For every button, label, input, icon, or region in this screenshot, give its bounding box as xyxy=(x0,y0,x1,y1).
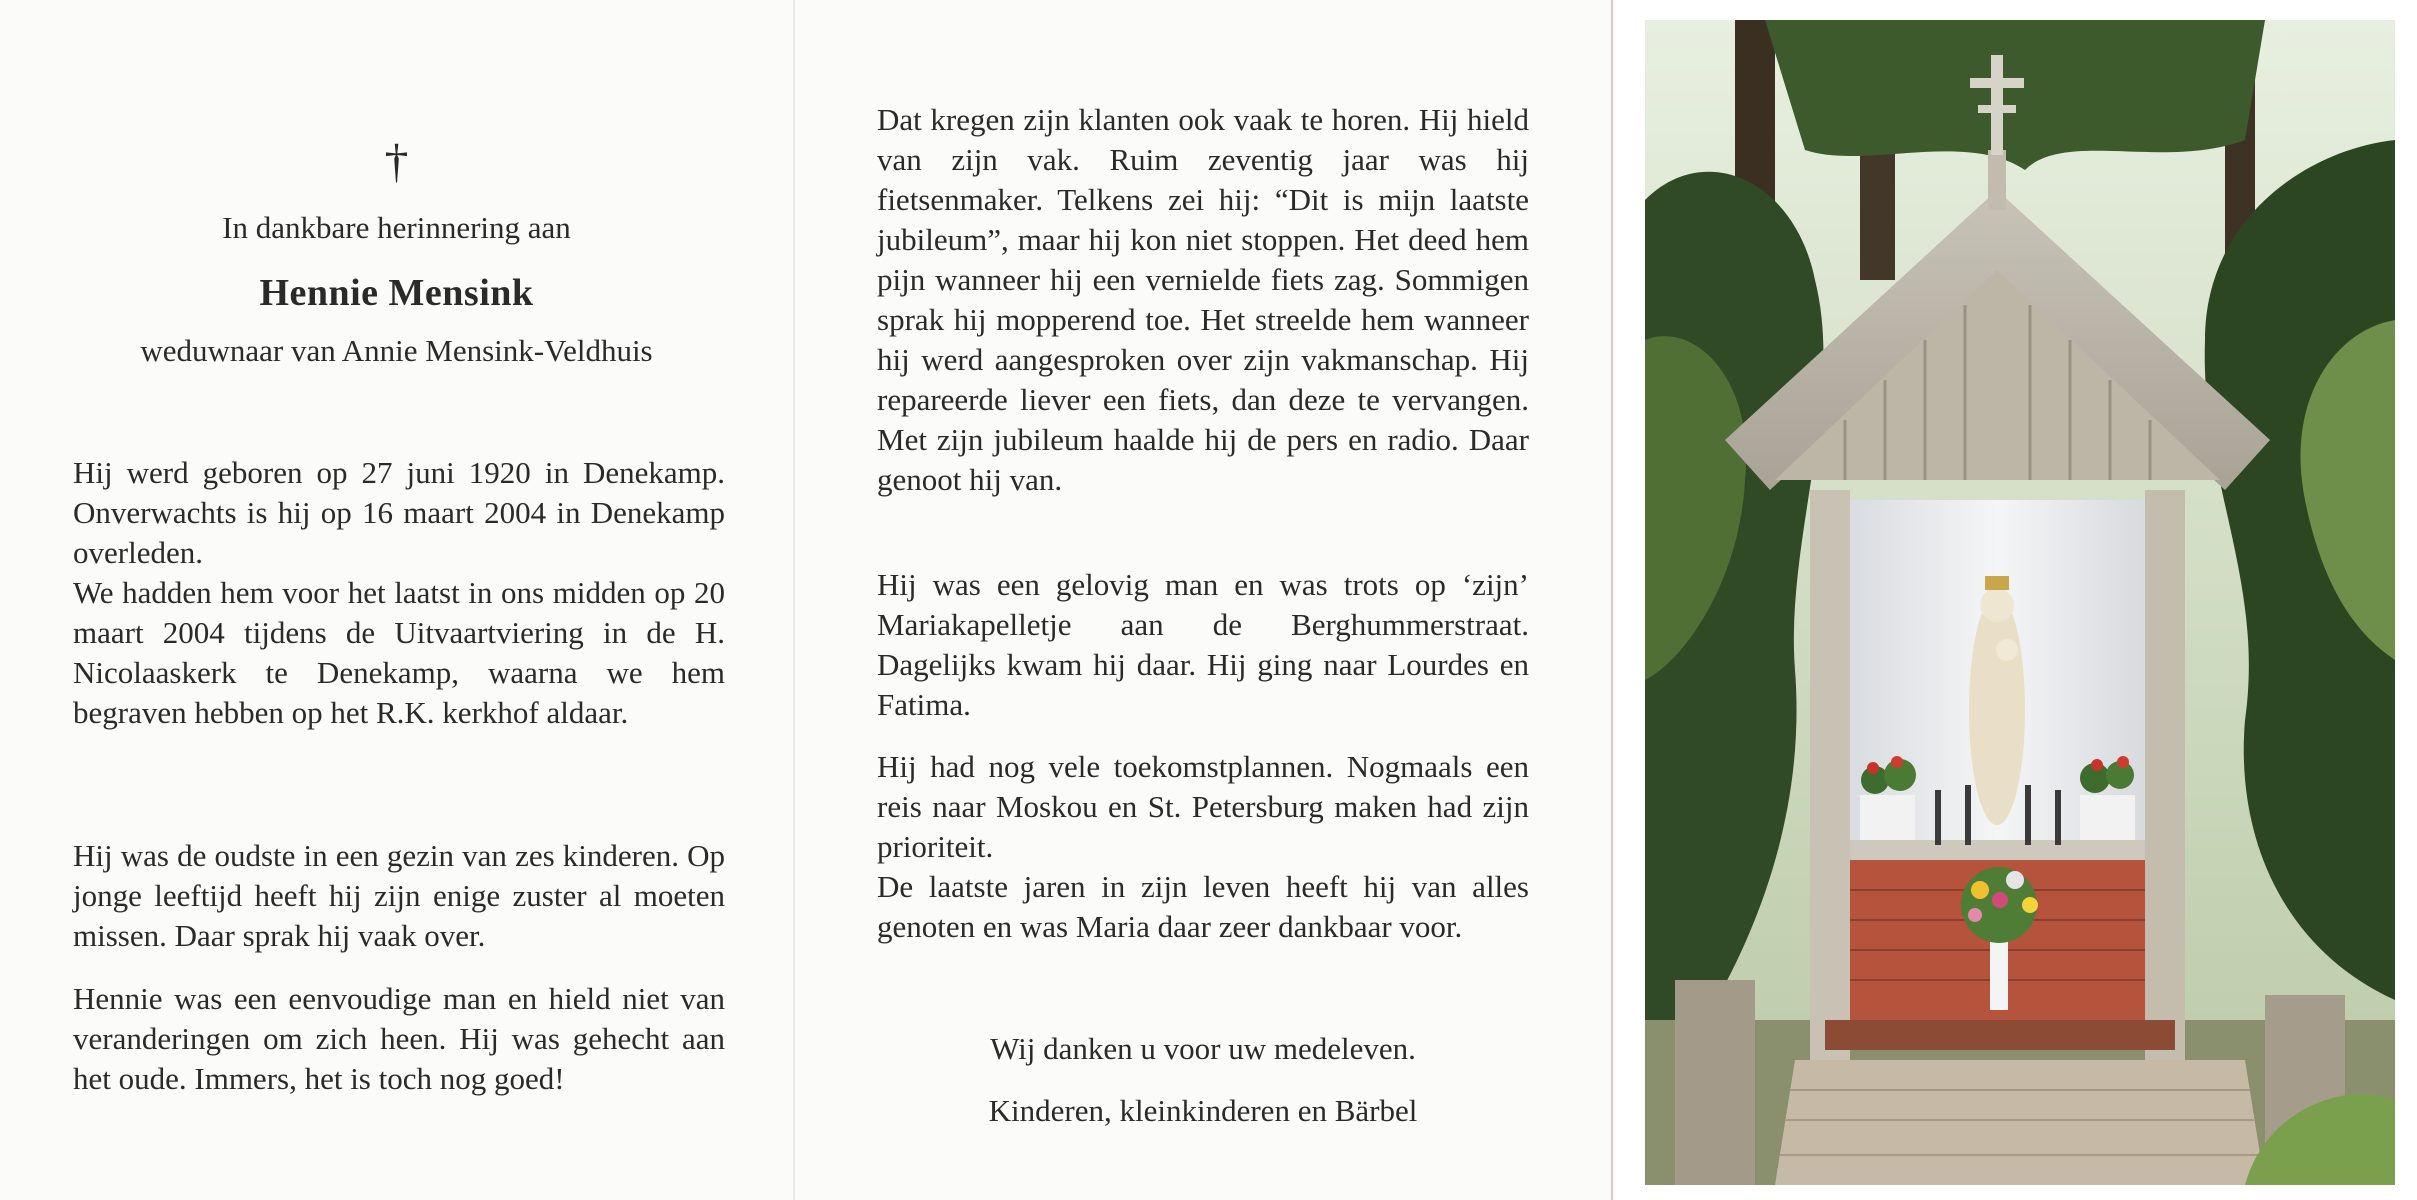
character-paragraph xyxy=(73,979,725,1099)
altar-shelf xyxy=(1850,840,2145,860)
character-text: Hennie was een eenvoudige man en hield niet van veranderingen om zich heen. Hij was gehecht aan het oude. Immers, het is toch nog goed! xyxy=(73,981,725,1096)
top-canopy xyxy=(1765,20,2265,170)
child-figure xyxy=(1996,639,2018,661)
wooden-bench xyxy=(1825,1020,2175,1050)
faith-text: Hij was een gelovig man en was trots op ‘zijn’ Mariakapelletje aan de Berghummerstraat. Dagelijks kwam hij daar. Hij ging naar Lourdes en Fatima. xyxy=(877,567,1529,722)
mary-statue-body xyxy=(1969,595,2025,825)
birth-and-funeral-paragraph xyxy=(73,453,725,733)
plans-text: Hij had nog vele toekomstplannen. Nogmaals een reis naar Moskou en St. Petersburg maken had zijn prioriteit. xyxy=(877,749,1529,864)
deceased-name: Hennie Mensink xyxy=(259,272,534,314)
plans-paragraph xyxy=(877,747,1529,947)
craft-text: Dat kregen zijn klanten ook vaak te horen. Hij hield van zijn vak. Ruim zeventig jaar was hij fietsenmaker. Telkens zei hij: “Dit is mijn laatste jubileum”, maar hij kon niet stoppen. Het deed hem pijn wanneer hij een vernielde fiets zag. Sommigen sprak hij mopperend toe. Het streelde hem wanneer hij werd aangesproken over zijn vakmanschap. Hij repareerde liever een fiets, dan deze te vervangen. Met zijn jubileum haalde hij de pers en radio. Daar genoot hij van. xyxy=(877,102,1529,497)
left-flower-box xyxy=(1860,756,1916,840)
chapel-right-pillar xyxy=(2145,490,2185,1060)
faith-paragraph xyxy=(877,565,1529,725)
cross-icon: † xyxy=(384,135,409,188)
roof-cross-bar xyxy=(1970,78,2024,88)
roof-ridge-post xyxy=(1988,150,2006,210)
family-text: Hij was de oudste in een gezin van zes kinderen. Op jonge leeftijd heeft hij zijn enige zuster al moeten missen. Daar sprak hij vaak over. xyxy=(73,838,725,953)
left-post-stone xyxy=(1675,980,1755,1185)
roof-cross-bar-lower xyxy=(1978,105,2016,113)
fold-line xyxy=(793,0,795,1200)
widower-line: weduwnaar van Annie Mensink-Veldhuis xyxy=(140,333,653,368)
birth-text: Hij werd geboren op 27 juni 1920 in Denekamp. Onverwachts is hij op 16 maart 2004 in Denekamp overleden. xyxy=(73,455,725,570)
family-paragraph xyxy=(73,836,725,956)
signature-line: Kinderen, kleinkinderen en Bärbel xyxy=(988,1093,1418,1128)
chapel-left-pillar xyxy=(1810,490,1850,1060)
intro-line: In dankbare herinnering aan xyxy=(222,210,571,245)
photo-panel-edge xyxy=(1611,0,1613,1200)
craft-paragraph xyxy=(877,100,1529,500)
path-tiles xyxy=(1775,1060,2265,1185)
mary-statue-head xyxy=(1980,588,2014,622)
funeral-text: We hadden hem voor het laatst in ons midden op 20 maart 2004 tijdens de Uitvaartviering in de H. Nicolaaskerk te Denekamp, waarna we hem begraven hebben op het R.K. kerkhof aldaar. xyxy=(73,575,725,730)
mary-statue-crown xyxy=(1985,576,2009,590)
thanks-line: Wij danken u voor uw medeleven. xyxy=(990,1031,1416,1066)
last-years-text: De laatste jaren in zijn leven heeft hij van alles genoten en was Maria daar zeer dankbaar voor. xyxy=(877,869,1529,944)
chapel-photo xyxy=(1645,20,2395,1185)
